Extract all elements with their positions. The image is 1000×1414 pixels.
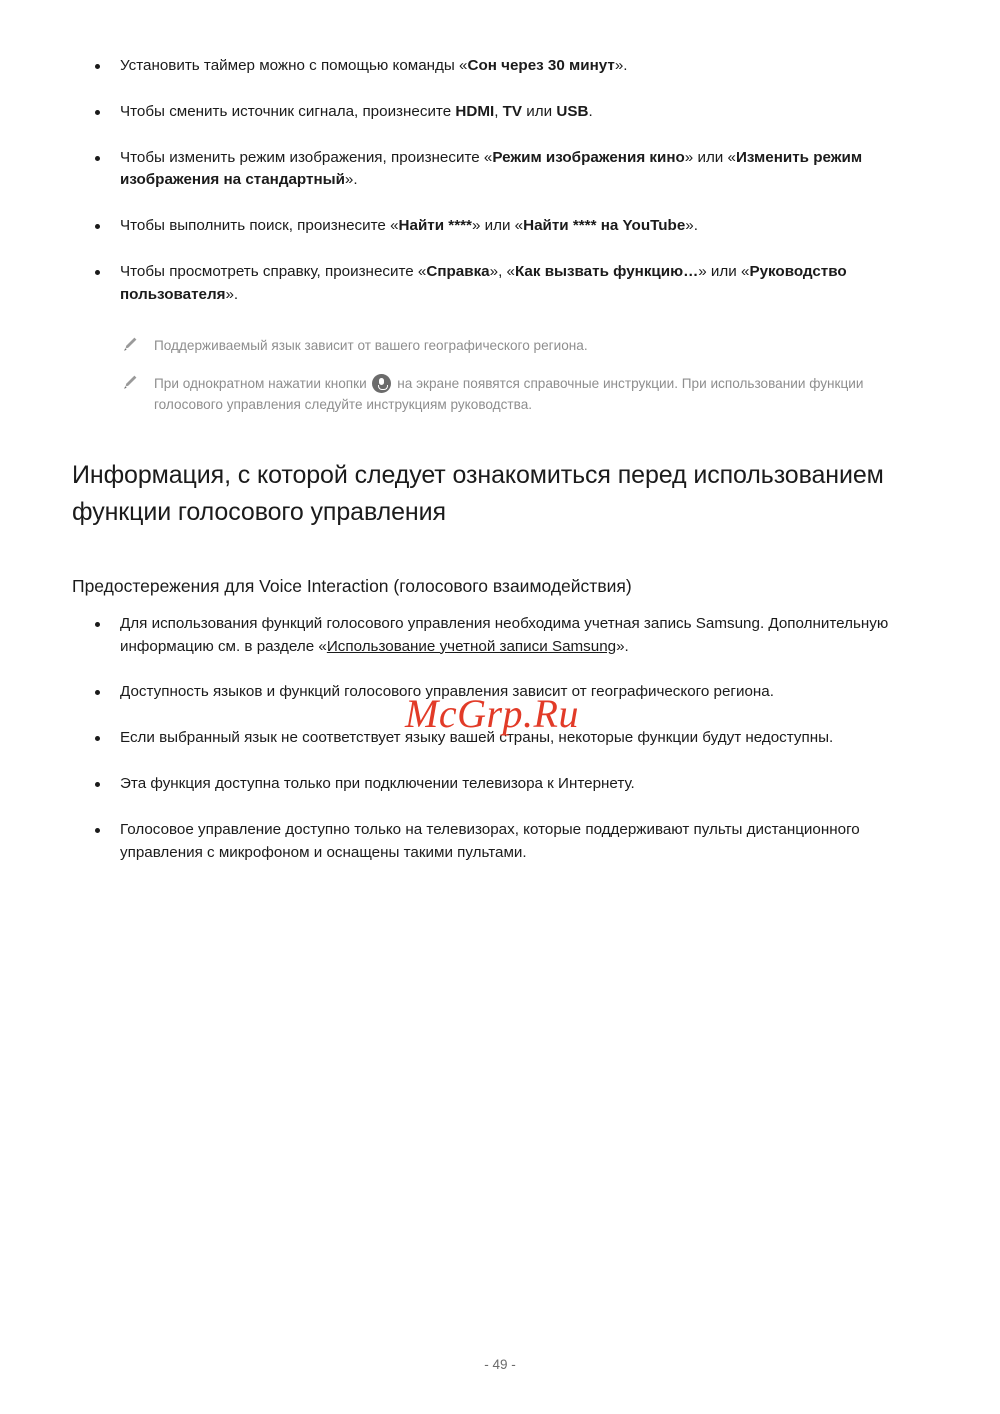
top-bullet-list [72,55,928,307]
list-item [72,819,928,865]
text-run: ». [616,637,629,655]
text-run: Для использования функций голосового управления необходима учетная запись Samsung. Дополнительную информацию см. в разделе « [120,614,889,655]
text-run: Чтобы выполнить поиск, произнесите « [120,217,399,235]
pencil-icon [122,336,138,352]
text-run: или [522,102,557,120]
list-item [72,55,928,78]
text-run: Найти **** [398,217,472,235]
list-item [72,681,928,704]
text-run: HDMI [455,102,495,120]
text-run: ». [225,285,239,303]
section-subheading: Предостережения для Voice Interaction (голосового взаимодействия) [72,575,632,596]
list-item [72,215,928,238]
text-run: Режим изображения кино [492,148,685,166]
text-run: Голосовое управление доступно только на телевизорах, которые поддерживают пульты дистанционного управления с микрофоном и оснащены такими пультами. [120,820,860,861]
text-run: Чтобы изменить режим изображения, произнесите « [120,148,493,166]
text-run: . [588,102,593,120]
text-run: ». [614,57,628,74]
page-number: - 49 - [484,1357,516,1372]
list-item [72,101,928,124]
text-run: Эта функция доступна только при подключении телевизора к Интернету. [120,774,635,792]
list-item [72,147,928,193]
text-run: ». [685,217,698,235]
text-run: ». [344,171,358,189]
section-heading: Информация, с которой следует ознакомиться перед использованием функции голосового управления [72,460,884,527]
text-run: на экране появятся справочные инструкции. При использовании функции голосового управления следуйте инструкциям руководства. [154,375,864,412]
text-run: Если выбранный язык не соответствует языку вашей страны, некоторые функции будут недоступны. [120,729,834,747]
text-run: TV [502,102,523,120]
text-run: Изменить режим изображения на стандартный [120,148,863,189]
text-run: Доступность языков и функций голосового управления зависит от географического региона. [120,683,774,701]
list-item [72,727,928,750]
text-run: Сон через 30 минут [467,57,615,74]
text-run: Найти **** на YouTube [523,217,686,235]
pencil-icon [122,374,138,390]
text-run: Поддерживаемый язык зависит от вашего географического региона. [154,337,588,353]
text-run: », « [489,262,515,280]
text-run: При однократном нажатии кнопки [154,375,371,391]
text-run: » или « [471,217,524,235]
text-run: Установить таймер можно с помощью команды « [120,57,468,74]
text-run: Справка [426,262,490,280]
text-run: » или « [698,262,750,280]
text-run: , [494,102,503,120]
text-run: Чтобы сменить источник сигнала, произнесите [120,102,456,120]
list-item [72,773,928,796]
text-run: USB [556,102,589,120]
microphone-icon [372,374,391,393]
list-item [72,261,928,307]
section-bullet-list [72,613,928,865]
text-run: Чтобы просмотреть справку, произнесите « [120,262,427,280]
note-list [118,335,928,415]
text-run: » или « [684,148,736,166]
note-item [118,373,928,415]
text-run: Руководство пользователя [120,262,847,303]
text-run: Как вызвать функцию… [514,262,699,280]
note-item [118,335,928,356]
cross-reference-link[interactable]: Использование учетной записи Samsung [326,637,617,655]
watermark: McGrp.Ru [405,691,579,736]
list-item [72,613,928,659]
